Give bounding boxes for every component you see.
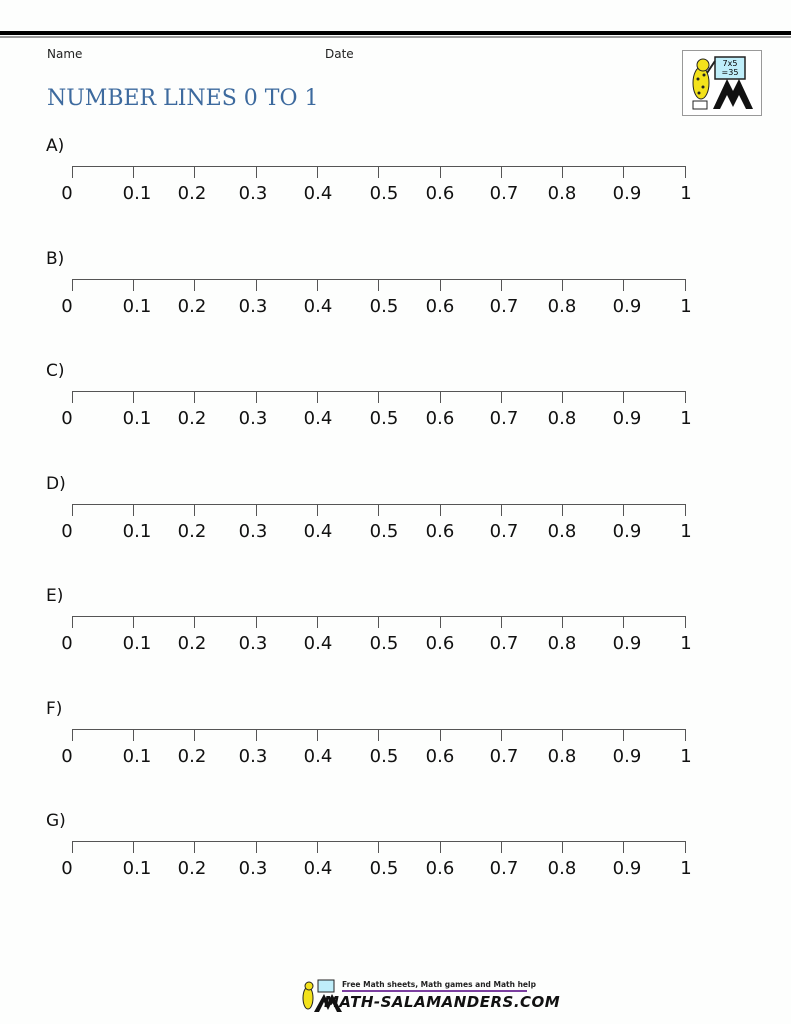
tick-label: 0: [61, 746, 73, 767]
tick-mark: [501, 841, 502, 853]
tick-label: 0: [61, 408, 73, 429]
tick-mark: [317, 616, 318, 628]
tick-mark: [317, 166, 318, 178]
tick-label: 1: [680, 746, 692, 767]
tick-mark: [501, 166, 502, 178]
tick-label: 0.1: [122, 746, 152, 767]
number-line-row: [0, 699, 791, 829]
row-label: D): [46, 474, 66, 494]
tick-label: 0.9: [612, 408, 642, 429]
tick-label: 0.7: [489, 633, 519, 654]
tick-mark: [562, 616, 563, 628]
tick-mark: [72, 841, 73, 853]
tick-mark: [623, 279, 624, 291]
row-label: G): [46, 811, 66, 831]
tick-mark: [562, 166, 563, 178]
tick-mark: [317, 279, 318, 291]
tick-mark: [378, 391, 379, 403]
tick-mark: [194, 504, 195, 516]
tick-mark: [685, 729, 686, 741]
top-rule-shadow: [0, 36, 791, 38]
tick-label: 0.3: [238, 633, 268, 654]
tick-mark: [440, 391, 441, 403]
tick-mark: [685, 841, 686, 853]
footer-brand: MATH-SALAMANDERS.COM: [324, 993, 561, 1011]
tick-mark: [133, 729, 134, 741]
tick-label: 0.7: [489, 296, 519, 317]
tick-mark: [440, 841, 441, 853]
tick-label: 0.4: [303, 408, 333, 429]
tick-label: 0: [61, 183, 73, 204]
tick-mark: [194, 391, 195, 403]
tick-mark: [133, 841, 134, 853]
tick-label: 0.2: [177, 408, 207, 429]
tick-mark: [317, 504, 318, 516]
top-rule: [0, 31, 791, 35]
tick-mark: [501, 729, 502, 741]
tick-label: 0.1: [122, 183, 152, 204]
tick-label: 0.9: [612, 746, 642, 767]
tick-label: 0.6: [425, 408, 455, 429]
tick-label: 0: [61, 521, 73, 542]
tick-label: 0.5: [369, 183, 399, 204]
number-line-row: [0, 361, 791, 491]
tick-mark: [72, 391, 73, 403]
tick-mark: [562, 841, 563, 853]
row-label: F): [46, 699, 63, 719]
tick-label: 0.5: [369, 408, 399, 429]
tick-mark: [133, 616, 134, 628]
tick-label: 0.8: [547, 746, 577, 767]
row-label: B): [46, 249, 65, 269]
tick-label: 0.6: [425, 858, 455, 879]
tick-mark: [256, 616, 257, 628]
tick-mark: [133, 279, 134, 291]
tick-label: 0.7: [489, 858, 519, 879]
tick-label: 0.9: [612, 521, 642, 542]
tick-mark: [685, 391, 686, 403]
tick-mark: [562, 729, 563, 741]
tick-label: 0.2: [177, 746, 207, 767]
tick-label: 0.1: [122, 521, 152, 542]
tick-label: 0.5: [369, 521, 399, 542]
salamander-logo-icon: [682, 50, 762, 116]
tick-label: 0.1: [122, 858, 152, 879]
tick-mark: [194, 616, 195, 628]
tick-mark: [623, 166, 624, 178]
tick-mark: [440, 504, 441, 516]
tick-mark: [133, 166, 134, 178]
tick-mark: [378, 504, 379, 516]
tick-label: 0.7: [489, 183, 519, 204]
tick-label: 0.8: [547, 296, 577, 317]
footer-tagline: Free Math sheets, Math games and Math help: [342, 980, 536, 989]
tick-label: 0.1: [122, 408, 152, 429]
number-line-row: [0, 586, 791, 716]
tick-label: 0.2: [177, 296, 207, 317]
tick-label: 0: [61, 633, 73, 654]
tick-label: 0.4: [303, 183, 333, 204]
number-line-row: [0, 249, 791, 379]
tick-mark: [378, 616, 379, 628]
tick-label: 0.5: [369, 746, 399, 767]
tick-label: 0.2: [177, 858, 207, 879]
tick-label: 0.4: [303, 746, 333, 767]
tick-mark: [378, 166, 379, 178]
tick-label: 0.9: [612, 858, 642, 879]
tick-label: 1: [680, 408, 692, 429]
tick-label: 0.8: [547, 408, 577, 429]
footer-logo: [298, 978, 561, 1014]
tick-label: 0.2: [177, 183, 207, 204]
tick-mark: [623, 616, 624, 628]
tick-mark: [562, 504, 563, 516]
tick-mark: [256, 166, 257, 178]
tick-label: 0.2: [177, 633, 207, 654]
tick-label: 0.3: [238, 408, 268, 429]
tick-label: 0.9: [612, 633, 642, 654]
tick-mark: [256, 841, 257, 853]
tick-mark: [256, 391, 257, 403]
tick-mark: [685, 504, 686, 516]
tick-mark: [685, 616, 686, 628]
tick-mark: [256, 504, 257, 516]
tick-label: 0.2: [177, 521, 207, 542]
tick-label: 0.3: [238, 521, 268, 542]
tick-label: 0.7: [489, 746, 519, 767]
tick-label: 0.3: [238, 858, 268, 879]
row-label: C): [46, 361, 65, 381]
tick-label: 0.8: [547, 633, 577, 654]
number-line-row: [0, 136, 791, 266]
tick-mark: [685, 166, 686, 178]
tick-mark: [685, 279, 686, 291]
tick-mark: [72, 166, 73, 178]
tick-label: 1: [680, 521, 692, 542]
tick-mark: [133, 504, 134, 516]
tick-label: 0.8: [547, 858, 577, 879]
tick-mark: [133, 391, 134, 403]
tick-mark: [72, 504, 73, 516]
tick-mark: [623, 729, 624, 741]
tick-mark: [623, 504, 624, 516]
tick-mark: [440, 616, 441, 628]
tick-label: 0.6: [425, 183, 455, 204]
tick-label: 0.1: [122, 633, 152, 654]
tick-label: 0.8: [547, 521, 577, 542]
tick-label: 0.4: [303, 858, 333, 879]
row-label: E): [46, 586, 64, 606]
tick-mark: [194, 841, 195, 853]
tick-mark: [623, 841, 624, 853]
tick-mark: [501, 391, 502, 403]
tick-mark: [501, 279, 502, 291]
tick-label: 1: [680, 183, 692, 204]
tick-label: 0.9: [612, 183, 642, 204]
tick-mark: [440, 729, 441, 741]
tick-mark: [562, 391, 563, 403]
tick-label: 0: [61, 296, 73, 317]
tick-label: 0.1: [122, 296, 152, 317]
name-label: Name: [47, 47, 83, 61]
tick-label: 0.7: [489, 408, 519, 429]
row-label: A): [46, 136, 65, 156]
tick-mark: [440, 279, 441, 291]
tick-mark: [501, 504, 502, 516]
tick-label: 1: [680, 296, 692, 317]
tick-mark: [317, 391, 318, 403]
tick-label: 0.8: [547, 183, 577, 204]
tick-label: 0.6: [425, 296, 455, 317]
tick-label: 0.3: [238, 296, 268, 317]
tick-mark: [562, 279, 563, 291]
tick-label: 1: [680, 633, 692, 654]
tick-mark: [194, 279, 195, 291]
page-title: NUMBER LINES 0 TO 1: [47, 86, 319, 111]
tick-mark: [72, 616, 73, 628]
tick-mark: [378, 841, 379, 853]
tick-label: 0.6: [425, 521, 455, 542]
tick-mark: [194, 729, 195, 741]
logo-board-text-2: =35: [721, 68, 739, 77]
number-line-row: [0, 811, 791, 941]
tick-label: 0.4: [303, 296, 333, 317]
tick-label: 0.5: [369, 296, 399, 317]
tick-label: 0.3: [238, 746, 268, 767]
tick-mark: [72, 729, 73, 741]
tick-label: 0: [61, 858, 73, 879]
footer-divider: [342, 990, 527, 992]
tick-mark: [256, 729, 257, 741]
number-line-row: [0, 474, 791, 604]
tick-mark: [378, 279, 379, 291]
tick-mark: [317, 729, 318, 741]
logo-board-text-1: 7x5: [722, 59, 738, 68]
tick-mark: [317, 841, 318, 853]
tick-label: 0.7: [489, 521, 519, 542]
tick-label: 0.9: [612, 296, 642, 317]
tick-label: 0.4: [303, 521, 333, 542]
tick-mark: [256, 279, 257, 291]
tick-mark: [378, 729, 379, 741]
tick-label: 0.5: [369, 633, 399, 654]
tick-label: 0.4: [303, 633, 333, 654]
tick-mark: [440, 166, 441, 178]
tick-label: 0.3: [238, 183, 268, 204]
tick-mark: [72, 279, 73, 291]
tick-label: 0.5: [369, 858, 399, 879]
date-label: Date: [325, 47, 354, 61]
tick-label: 0.6: [425, 746, 455, 767]
tick-label: 0.6: [425, 633, 455, 654]
tick-mark: [194, 166, 195, 178]
tick-mark: [623, 391, 624, 403]
tick-label: 1: [680, 858, 692, 879]
tick-mark: [501, 616, 502, 628]
